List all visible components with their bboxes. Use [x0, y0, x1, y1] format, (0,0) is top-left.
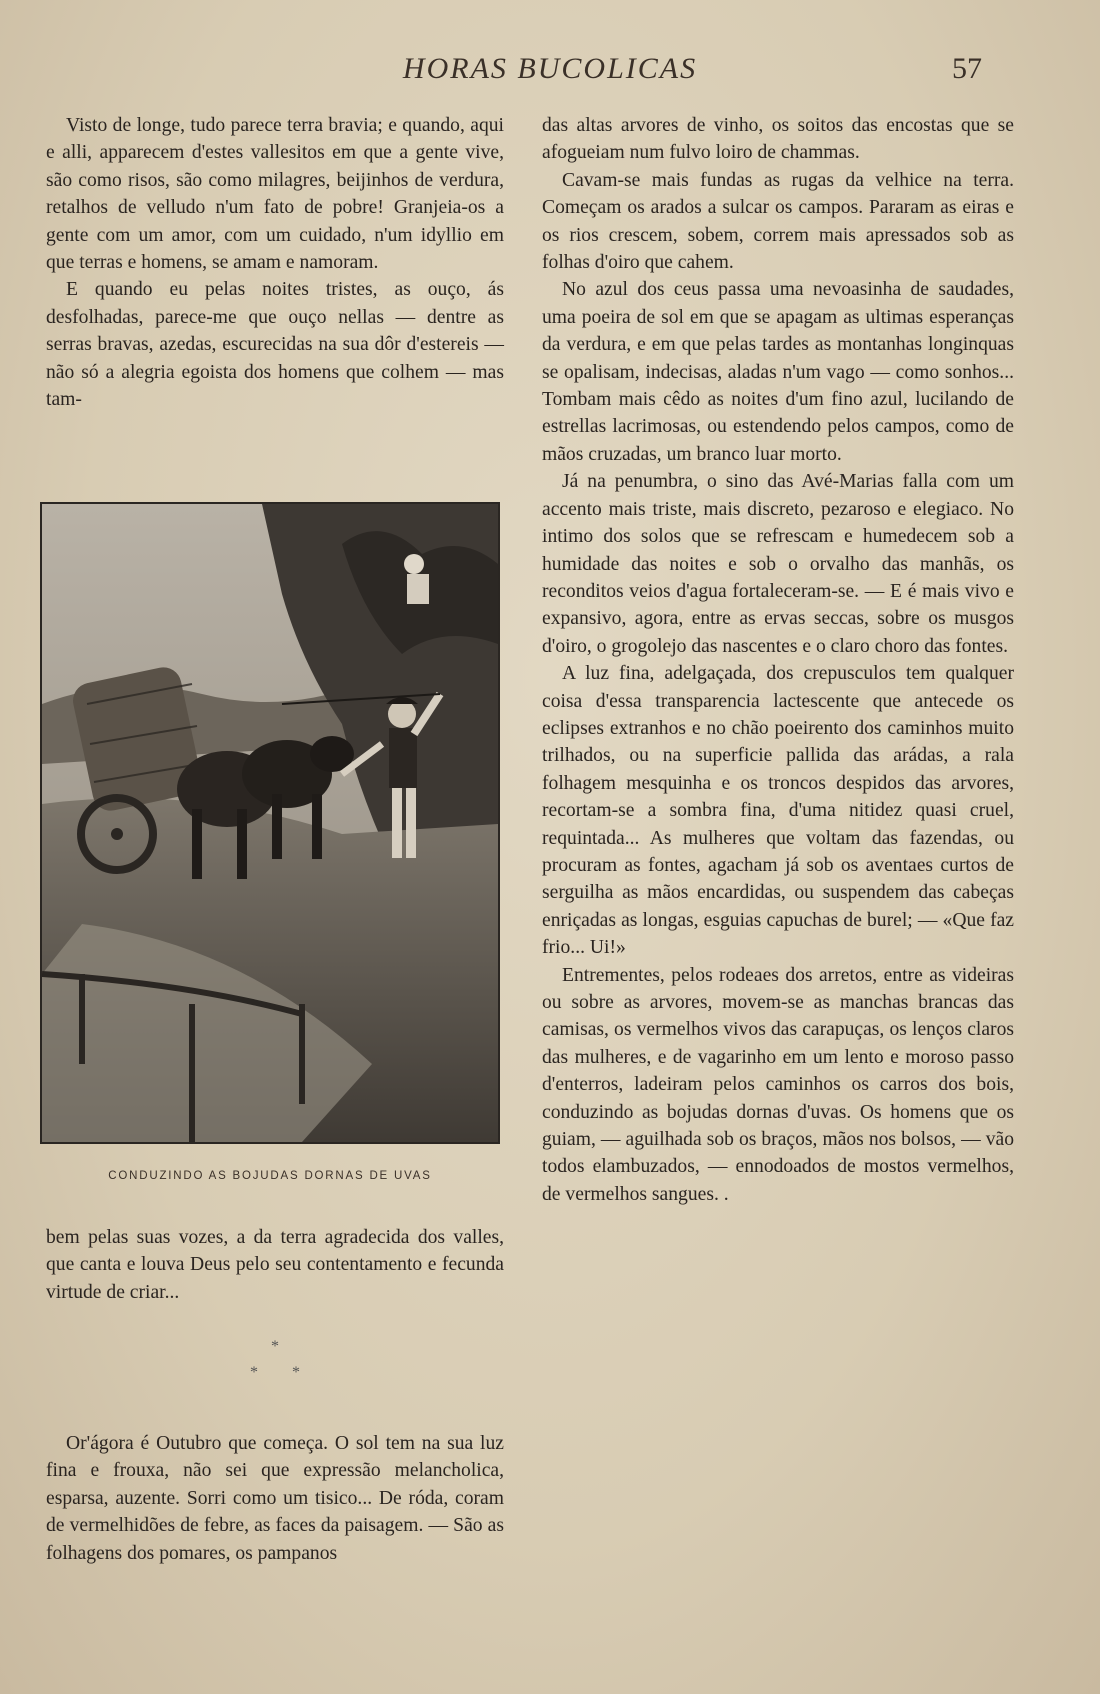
paragraph: Entrementes, pelos rodeaes dos arretos, entre as videiras ou sobre as arvores, movem-se as manchas brancas das camisas, os vermelhos vivos das carapuças, os lenços claros das mulheres, e de vagarinho em um lento e moroso passo d'enterros, ladeiram pelos caminhos os carros dos bois, conduzindo as bojudas dornas d'uvas. Os homens que os guiam, — aguilhada sob os braços, mãos nos bolsos, — vão todos elambuzados, — ennodoados de mostos vermelhos, de vermelhos sangues. .	[542, 964, 1014, 1205]
left-column-bottom	[46, 1430, 504, 1567]
paragraph: das altas arvores de vinho, os soitos das encostas que se afogueiam num fulvo loiro de chammas.	[542, 115, 1014, 164]
paragraph: A luz fina, adelgaçada, dos crepusculos tem qualquer coisa d'essa transparencia lactescente que antecede os eclipses extranhos e no chão poeirento dos caminhos muito trilhados, ou na superficie pallida das arádas, a rala folhagem mesquinha e os troncos despidos das arvores, recortam-se a sombra fina, d'uma nitidez quasi cruel, requintada... As mulheres que voltam das fazendas, ou procuram as fontes, agacham já sob os aventaes curtos de serguilha as mãos encardidas, ou suspendem das cabeças enriçadas as longas, esguias capuchas de burel; — «Que faz frio... Ui!»	[542, 663, 1014, 959]
illustration-ox-cart	[40, 502, 500, 1144]
right-column	[542, 112, 1014, 1208]
section-separator-top: *	[271, 1338, 279, 1355]
section-separator-bottom: * *	[250, 1364, 300, 1381]
paragraph: E quando eu pelas noites tristes, as ouço, ás desfolhadas, parece-me que ouço nellas — dentre as serras bravas, azedas, escurecidas na sua dôr d'estereis — não só a alegria egoista dos homens que colhem — mas tam-	[46, 279, 504, 411]
paragraph: No azul dos ceus passa uma nevoasinha de saudades, uma poeira de sol em que se apagam as ultimas esperanças da verdura, e em que pelas tardes as montanhas longinquas se opalisam, indecisas, aladas n'um vago — como sonhos... Tombam mais cêdo as noites d'um fino azul, lucilando de estrellas lacrimosas, ou estendendo pelos campos, como de mãos cruzadas, um branco luar morto.	[542, 279, 1014, 465]
paragraph: bem pelas suas vozes, a da terra agradecida dos valles, que canta e louva Deus pelo seu contentamento e fecunda virtude de criar...	[46, 1227, 504, 1303]
paragraph: Or'ágora é Outubro que começa. O sol tem na sua luz fina e frouxa, não sei que expressão melancholica, esparsa, auzente. Sorri como um tisico... De róda, coram de vermelhidões de febre, as faces da paisagem. — São as folhagens dos pomares, os pampanos	[46, 1433, 504, 1564]
left-column-after-figure	[46, 1224, 504, 1306]
engraving-image	[42, 504, 498, 1142]
left-column-top	[46, 112, 504, 413]
running-title: HORAS BUCOLICAS	[402, 52, 698, 85]
paragraph: Visto de longe, tudo parece terra bravia; e quando, aqui e alli, apparecem d'estes vallesitos em que a gente vive, são como risos, são como milagres, beijinhos de verdura, retalhos de velludo n'um fato de pobre! Granjeia-os a gente com um amor, com um cuidado, n'um idyllio em que terras e homens, se amam e namoram.	[46, 115, 504, 274]
page-number: 57	[952, 52, 982, 85]
paragraph: Já na penumbra, o sino das Avé-Marias falla com um accento mais triste, mais discreto, pezaroso e elegiaco. No intimo dos solos que se refrescam e humedecem sob a humidade das noites e sob o orvalho das manhãs, os reconditos veios d'agua fortaleceram-se. — E é mais vivo e expansivo, agora, entre as ervas seccas, sobre os musgos d'oiro, o grogolejo das nascentes e o claro choro das fontes.	[542, 471, 1014, 657]
paragraph: Cavam-se mais fundas as rugas da velhice na terra. Começam os arados a sulcar os campos. Pararam as eiras e os rios crescem, sobem, correm mais apressados sob as folhas d'oiro que cahem.	[542, 169, 1014, 274]
figure-caption: CONDUZINDO AS BOJUDAS DORNAS DE UVAS	[108, 1170, 432, 1182]
